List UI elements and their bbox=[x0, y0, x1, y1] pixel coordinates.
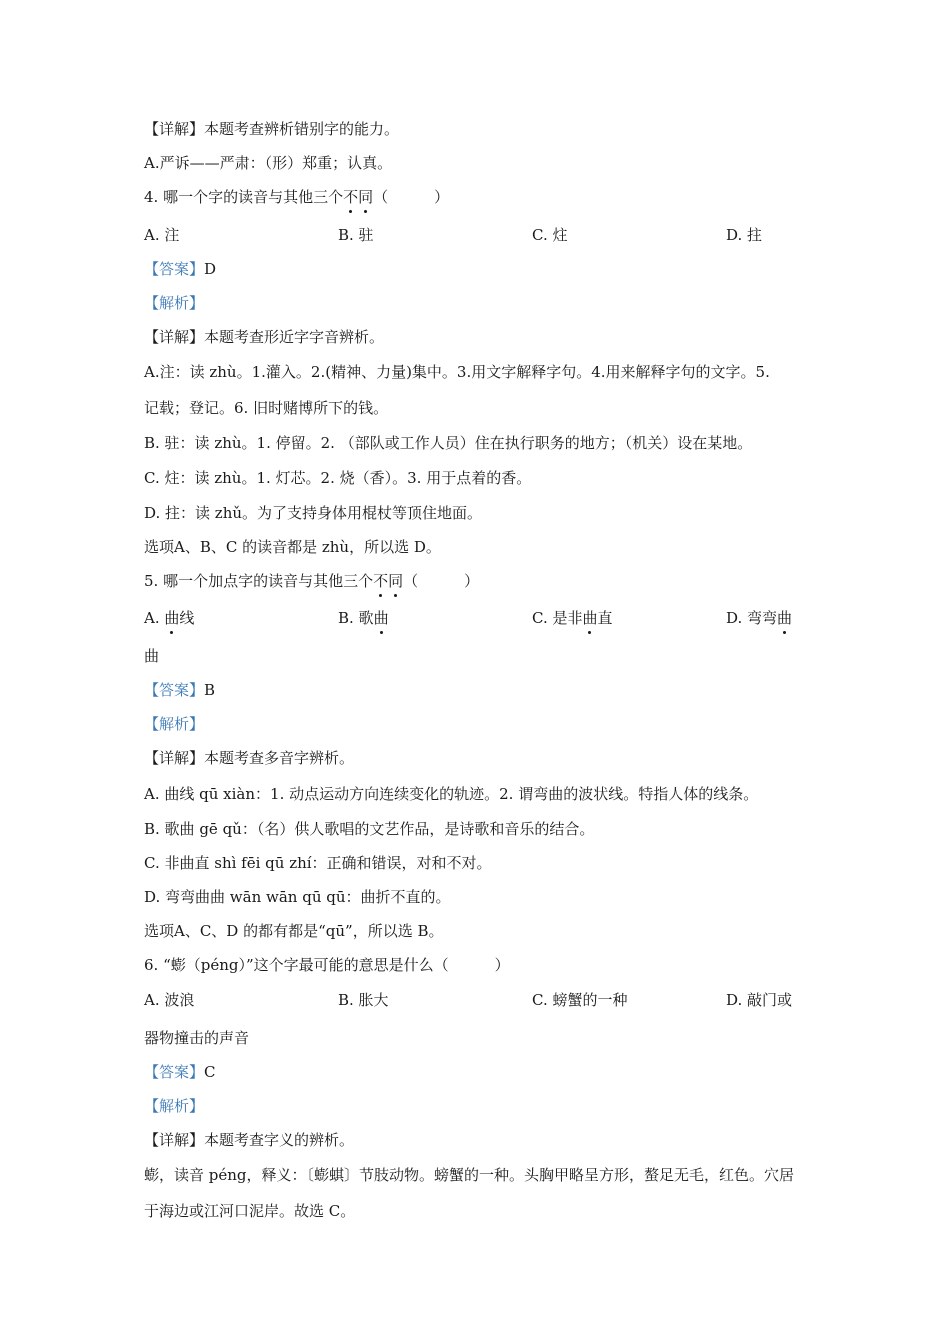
q4-line-6: 选项A、B、C 的读音都是 zhù，所以选 D。 bbox=[144, 538, 441, 556]
q6-option-c: C. 螃蟹的一种 bbox=[532, 991, 628, 1009]
q4-option-a: A. 注 bbox=[144, 226, 180, 244]
q5-line-3: C. 非曲直 shì fēi qū zhí：正确和错误，对和不对。 bbox=[144, 854, 492, 872]
emphasis-dot-char: 不 bbox=[373, 572, 389, 590]
q5-analysis-label: 【解析】 bbox=[144, 715, 205, 733]
q6-line-2: 于海边或江河口泥岸。故选 C。 bbox=[144, 1202, 356, 1220]
emphasis-dot-char: 不 bbox=[343, 188, 359, 206]
answer-value: B bbox=[204, 681, 216, 699]
answer-label: 【答案】 bbox=[144, 1063, 205, 1081]
q4-stem: 4. 哪一个字的读音与其他三个不同（ ） bbox=[144, 188, 450, 206]
q6-option-a: A. 波浪 bbox=[144, 991, 195, 1009]
q4-line-2: 记载；登记。6. 旧时赌博所下的钱。 bbox=[144, 399, 389, 417]
emphasis-dot-char: 曲 bbox=[777, 609, 793, 627]
q5-line-4: D. 弯弯曲曲 wān wān qū qū：曲折不直的。 bbox=[144, 888, 451, 906]
q3-detail: 【详解】本题考查辨析错别字的能力。 bbox=[144, 120, 400, 138]
answer-value: C bbox=[204, 1063, 216, 1081]
q4-option-c: C. 炷 bbox=[532, 226, 568, 244]
answer-label: 【答案】 bbox=[144, 260, 205, 278]
q5-option-d: D. 弯弯曲 bbox=[726, 609, 793, 627]
q4-analysis-label: 【解析】 bbox=[144, 294, 205, 312]
emphasis-dot-char: 同 bbox=[358, 188, 374, 206]
q4-line-5: D. 拄：读 zhǔ。为了支持身体用棍杖等顶住地面。 bbox=[144, 504, 483, 522]
emphasis-dot-char: 同 bbox=[388, 572, 404, 590]
emphasis-dot-char: 曲 bbox=[164, 609, 180, 627]
q6-answer bbox=[144, 1062, 216, 1082]
q4-line-3: B. 驻：读 zhù。1. 停留。2. （部队或工作人员）住在执行职务的地方；（机关）设在某地。 bbox=[144, 434, 753, 452]
q6-detail: 【详解】本题考查字义的辨析。 bbox=[144, 1131, 355, 1149]
q5-line-2: B. 歌曲 gē qǔ：（名）供人歌唱的文艺作品，是诗歌和音乐的结合。 bbox=[144, 820, 595, 838]
answer-value: D bbox=[204, 260, 217, 278]
q4-option-b: B. 驻 bbox=[338, 226, 374, 244]
q5-option-d-wrap: 曲 bbox=[144, 647, 160, 665]
q5-answer bbox=[144, 680, 215, 700]
q5-option-b: B. 歌曲 bbox=[338, 609, 389, 627]
q5-stem: 5. 哪一个加点字的读音与其他三个不同（ ） bbox=[144, 572, 480, 590]
q5-line-5: 选项A、C、D 的都有都是“qū”，所以选 B。 bbox=[144, 922, 444, 940]
q6-line-1: 蟛，读音 péng，释义：〔蟛蜞〕节肢动物。螃蟹的一种。头胸甲略呈方形，螯足无毛，红色。穴居 bbox=[144, 1166, 795, 1184]
q6-analysis-label: 【解析】 bbox=[144, 1097, 205, 1115]
q6-stem: 6. “蟛（péng）”这个字最可能的意思是什么（ ） bbox=[144, 956, 510, 974]
q6-option-d-wrap: 器物撞击的声音 bbox=[144, 1029, 250, 1047]
q4-detail: 【详解】本题考查形近字字音辨析。 bbox=[144, 328, 385, 346]
q5-detail: 【详解】本题考查多音字辨析。 bbox=[144, 749, 355, 767]
q3-option-a-explanation: A.严诉——严肃：（形）郑重；认真。 bbox=[144, 154, 393, 172]
q6-option-b: B. 胀大 bbox=[338, 991, 389, 1009]
q4-answer bbox=[144, 259, 216, 279]
answer-label: 【答案】 bbox=[144, 681, 205, 699]
q5-line-1: A. 曲线 qū xiàn：1. 动点运动方向连续变化的轨迹。2. 谓弯曲的波状线。特指人体的线条。 bbox=[144, 785, 759, 803]
q5-option-c: C. 是非曲直 bbox=[532, 609, 613, 627]
q5-option-a: A. 曲线 bbox=[144, 609, 195, 627]
emphasis-dot-char: 曲 bbox=[582, 609, 598, 627]
q4-line-4: C. 炷：读 zhù。1. 灯芯。2. 烧（香）。3. 用于点着的香。 bbox=[144, 469, 532, 487]
q4-line-1: A.注：读 zhù。1.灌入。2.(精神、力量)集中。3.用文字解释字句。4.用来解释字句的文字。5. bbox=[144, 363, 770, 381]
emphasis-dot-char: 曲 bbox=[373, 609, 389, 627]
q4-option-d: D. 拄 bbox=[726, 226, 763, 244]
q6-option-d: D. 敲门或 bbox=[726, 991, 793, 1009]
